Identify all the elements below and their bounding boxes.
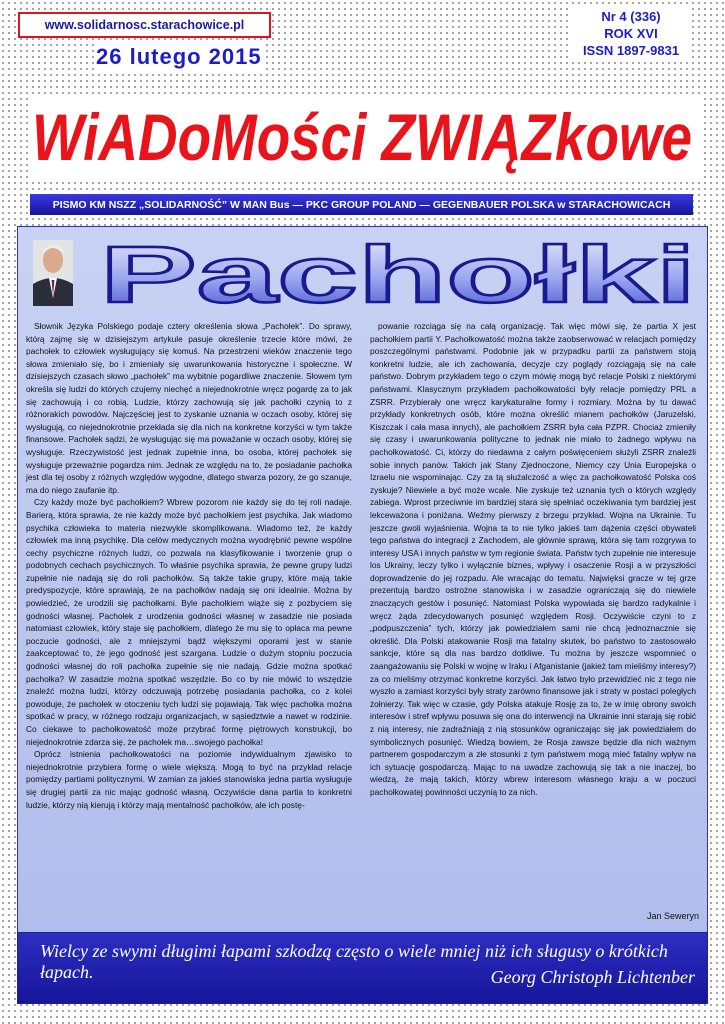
issue-year: ROK XVI (604, 26, 658, 41)
article-column-left (26, 320, 352, 811)
article-author: Jan Seweryn (646, 911, 699, 921)
paragraph: powanie rozciąga się na całą organizację. Tak więc mówi się, że partia X jest pachołkiem partii Y. Pachołkowatość można także zaobserwować w relacjach pomiędzy poszczególnymi państwami. Podobnie jak w przypadku partii za państwem stoją konkretni ludzie, ale ich zachowania, decyzje czy poglądy rozciągają się na całe państwo. Dobrym przykładem tego o czym mówię mogą być relacje Polski z niektórymi państwami. Klasycznym przykładem pachołkowatości były relacje pomiędzy PRL a ZSRR. Przybierały one wręcz karykaturalne formy i rozmiary. Można by tu dawać przykłady konkretnych osób, które można określić mianem pachołków (Jaruzelski, Kiszczak i cała masa innych), ale pachołkiem ZSRR była cała PZPR. Chociaż zmieniły się czasy i uwarunkowania polityczne to jednak nie miało to żadnego wpływu na pachołkowatość. Ci, którzy do niedawna z całym poświęceniem służyli ZSRR znaleźli sobie innych panów. Takich jak Stany Zjednoczone, Niemcy czy Unia Europejska o Izraelu nie wspominając. Czy za tą służalczość a więc za pachołkowatość Polska coś zyskuje? Niewiele a być może wcale. Nie zyskuje też uznania tych o których względy zabiega. Wprost przeciwnie im bardziej stara się spełniać oczekiwania tym bardziej jest lekceważona i poniżana. Weźmy pierwszy z brzegu przykład. Wojna na Ukrainie. Tu jeszcze gwoli wyjaśnienia. Wojna ta to nie tylko jakieś tam dążenia części obywateli tego państwa do integracji z Zachodem, ale głównie sprawą, która się tam rozgrywa to interesy USA i innych państw w tym regionie świata. Państw tych zupełnie nie interesuje los Ukrainy, leczy tylko i wyłącznie biznes, wpływy i osaczenie Rosji a w przyszłości doprowadzenie do jej rozpadu. Ale wracając do tematu. Najwięksi gracze w tej grze prezentują bardzo ostrożne stanowiska i w zasadzie ograniczają się do niewiele znaczących gestów i posunięć. Natomiast Polska wypowiada się bardzo radykalnie i wręcz żąda zdecydowanych posunięć względem Rosji. Oczywiście czyni to z „podpuszczenia” tych, którzy jak powiedziałem sami nie chcą jednoznacznie się określić. Dla Polski atakowanie Rosji ma fatalny skutek, bo państwo to zastosowało sankcje, które są dla nas bardzo dotkliwe. Tu można by jeszcze wspomnieć o zaangażowaniu się Polski w wojnę w Iraku i Afganistanie (jakież tam mieliśmy interesy?) za co mieliśmy otrzymać konkretne korzyści. Jak łatwo było przewidzieć nic z tego nie wyszło a zamiast korzyści były straty zarówno finansowe jak i straty w postaci poległych żołnierzy. Tak więc w czasie, gdy Polska atakuje Rosję za to, że w imię obrony swoich interesów i stref wpływu posuwa się ona do interwencji na Ukrainie inni starają się robić z nią interesy, nie zadrażniają z nią stosunków ograniczając się jak powiedziałem do symbolicznych posunięć. Wiedzą bowiem, że Rosja zawsze będzie dla nich ważnym partnerem gospodarczym a złe stosunki z tym państwem mogą mieć fatalny wpływ na ich sytuację gospodarczą. Mając to na uwadze zachowują się tak a nie inaczej, bo wiedzą, że mają takich, którzy wbrew interesom własnego kraju a w poczuci pachołkowatej powinności uczynią to za nich. (370, 321, 696, 797)
paragraph: Czy każdy może być pachołkiem? Wbrew pozorom nie każdy się do tej roli nadaje. Barierą, która sprawia, że nie każdy może być pachołkiem jest psychika. Jak wiadomo psychika człowieka to materia niezwykle skomplikowana. Wiadomo też, że każdy człowiek ma inną psychikę. Dla celów medycznych można wyodrębnić pewne wspólne cechy psychiczne różnych ludzi, co pozwala na klasyfikowanie i tworzenie grup o podobnych cechach psychicznych. To właśnie psychika sprawia, że pewne grupy ludzi zupełnie nie nadają się do roli pachołków. Są także takie grupy, które mają takie predyspozycje, które sprawiają, że na pachołków nadają się oni idealnie. Można by powiedzieć, że urodzili się pachołkami. Byle pachołkiem wiąże się z pozbyciem się godności własnej. Pachołek z urodzenia godności własnej w zasadzie nie posiada natomiast człowiek, który staje się pachołkiem, dlatego że mu się to opłaca ma pewne poczucie godności, ale z mniejszymi bądź większymi oporami jest w stanie zaakceptować to, że jego godność jest szargana. Ludzie o dużym stopniu poczucia godności własnej do roli pachołka zupełnie się nie nadają. Gdzie można spotkać pachołka? W zasadzie można spotkać wszędzie. Bo co by nie mówić to wszędzie znaleźć można ludzi, którzy odczuwają potrzebę posiadania pachołka, co z kolei powoduje, że pachołek w otoczeniu tych ludzi się pojawiają. Tak więc pachołka można spotkać w pracy, w różnego rodzaju organizacjach, w sąsiedztwie a nawet w rodzinie. Co ciekawe to pachołkowatość może przybrać formę piętrowych konstrukcji, bo niejednokrotnie zdarza się, że pachołek ma…swojego pachołka! (26, 497, 352, 747)
paragraph: Słownik Języka Polskiego podaje cztery określenia słowa „Pachołek”. Do sprawy, którą zajmę się w dzisiejszym artykule pasuje określenie trzecie które mówi, że pachołek to człowiek wysługujący się komuś. Na przestrzeni wieków znaczenie tego słowa zmieniało się, bo i zmieniały się uwarunkowania historyczne i społeczne. W dzisiejszych czasach słowo „pachołek” ma wybitnie pogardliwe znaczenie. Słowem tym określa się ludzi do których czujemy niechęć a niejednokrotnie wręcz pogardę za to jak się zachowują i co robią. Ludzie, którzy zachowują się jak pachołki czynią to z różnorakich powodów. Najczęściej jest to zyskanie uznania w oczach osoby, której się wysługują, co niejednokrotnie przekłada się dla nich na konkretne korzyści w tym także finansowe. Pachołek sądzi, że wysługując się ma poważanie w oczach osoby, której się wysługuje. Rzeczywistość jest jednak zupełnie inna, bo osoba, której pachołek się wysługuje przeważnie pogardza nim. Jednak ze względu na to, że posiadanie pachołka jest dla tej osoby z różnych względów wygodne, dlatego stwarza pozory, że go szanuje, ma do niego zaufanie itp. (26, 321, 352, 495)
quote-box (17, 932, 708, 1004)
article-body (26, 320, 698, 930)
masthead-title: WiADoMości ZWIĄZkowe (32, 100, 692, 174)
paragraph: Oprócz istnienia pachołkowatości na poziomie indywidualnym zjawisko to niejednokrotnie przybiera formę o wiele większą. Mogą to być na przykład relacje pomiędzy partiami politycznymi. W zamian za jakieś stanowiska jedna partia wysługuje się drugiej partii za nic mając godność własną. Oczywiście dana partia to konkretni ludzie, którzy nią kierują i którzy mają mentalność pachołków, ale ich postę- (26, 749, 352, 810)
publication-band: PISMO KM NSZZ „SOLIDARNOŚĆ” W MAN Bus — PKC GROUP POLAND — GEGENBAUER POLSKA w STARACHOWICACH (30, 194, 693, 215)
author-photo (33, 240, 73, 306)
headline-text: Pachołki (100, 232, 696, 316)
issue-info (571, 8, 691, 59)
issue-number: Nr 4 (336) (601, 9, 661, 24)
issn: ISSN 1897-9831 (582, 43, 680, 58)
article-column-right (370, 320, 696, 799)
website-url[interactable]: www.solidarnosc.starachowice.pl (18, 12, 271, 38)
article-headline (96, 232, 700, 316)
masthead-logo (10, 84, 715, 184)
quote-author: Georg Christoph Lichtenber (490, 967, 695, 987)
quote-text: Wielcy ze swymi długimi łapami szkodzą często o wiele mniej niż ich sługusy o krótkich łapach. (40, 941, 668, 982)
issue-date: 26 lutego 2015 (96, 44, 262, 69)
